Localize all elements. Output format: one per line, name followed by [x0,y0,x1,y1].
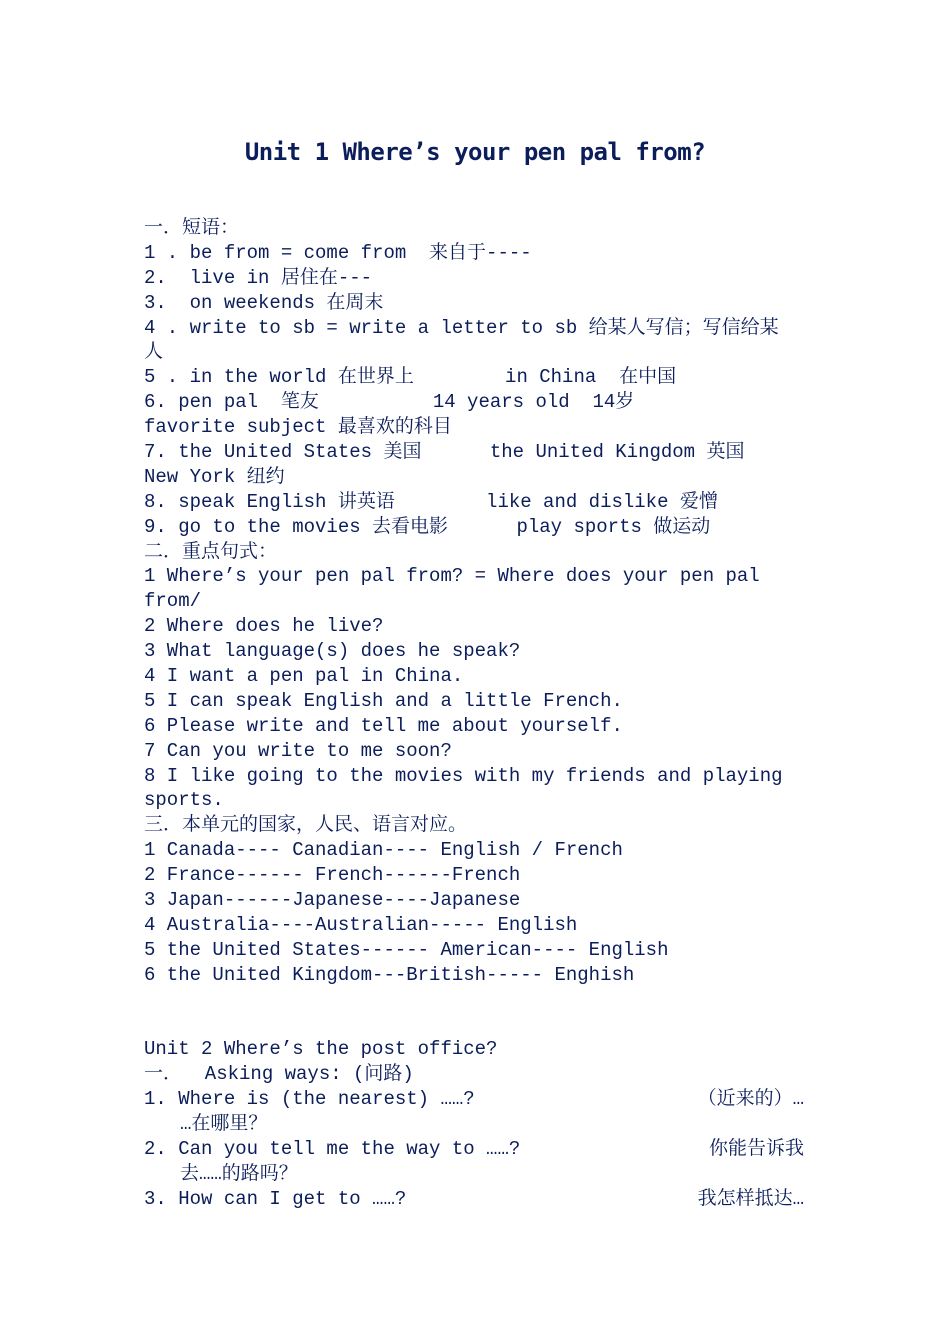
section-spacer [144,988,804,1038]
page-title: Unit 1 Where’s your pen pal from? [244,138,706,166]
section-heading-sentences: 二．重点句式： [144,540,278,563]
country-line: 4 Australia----Australian----- English [144,913,578,936]
item-chinese: （近来的）… [697,1088,804,1111]
sentence-line: 7 Can you write to me soon? [144,739,452,762]
item-english: 2. Can you tell me the way to ……? [144,1137,521,1160]
asking-ways-item [144,1137,804,1162]
sentence-line: 3 What language(s) does he speak? [144,640,521,663]
phrase-line: favorite subject 最喜欢的科目 [144,416,452,439]
item-english: 1. Where is (the nearest) ……? [144,1088,475,1111]
phrase-line: 8. speak English 讲英语 like and dislike 爱憎 [144,490,718,513]
country-line: 6 the United Kingdom---British----- Enghish [144,963,635,986]
phrase-line: 3. on weekends 在周末 [144,291,384,314]
country-line: 5 the United States------ American---- English [144,938,669,961]
sentence-line: 2 Where does he live? [144,615,384,638]
asking-ways-item [144,1187,804,1212]
asking-ways-item [144,1087,804,1112]
item-chinese: 我怎样抵达… [697,1187,804,1210]
item-english: 3. How can I get to ……? [144,1187,407,1210]
sentence-line: sports. [144,789,224,812]
item-chinese: 你能告诉我 [708,1137,804,1160]
unit2-title: Unit 2 Where’s the post office? [144,1038,498,1061]
phrase-line: 9. go to the movies 去看电影 play sports 做运动 [144,515,711,538]
item-continuation: 去……的路吗？ [180,1162,298,1185]
sentence-line: 1 Where’s your pen pal from? = Where does your pen pal [144,565,760,588]
sentence-line: 5 I can speak English and a little French. [144,689,623,712]
phrase-line: 7. the United States 美国 the United Kingdom 英国 [144,441,745,464]
phrase-line: 5 . in the world 在世界上 in China 在中国 [144,366,677,389]
phrase-line: 人 [144,341,164,364]
section-heading-asking-ways: 一． Asking ways: (问路) [144,1063,414,1086]
country-line: 2 France------ French------French [144,864,521,887]
document-body [144,216,804,1212]
sentence-line: 8 I like going to the movies with my friends and playing [144,764,783,787]
phrase-line: 2. live in 居住在--- [144,266,373,289]
sentence-line: 6 Please write and tell me about yourself. [144,714,623,737]
section-heading-phrases: 一．短语： [144,217,240,239]
country-line: 3 Japan------Japanese----Japanese [144,889,521,912]
sentence-line: from/ [144,590,202,613]
country-line: 1 Canada---- Canadian---- English / French [144,839,623,862]
sentence-line: 4 I want a pen pal in China. [144,665,464,688]
phrase-line: 1 . be from = come from 来自于---- [144,241,532,264]
phrase-line: 4 . write to sb = write a letter to sb 给某人写信；写信给某 [144,316,779,339]
item-continuation: …在哪里？ [180,1113,268,1136]
phrase-line: 6. pen pal 笔友 14 years old 14岁 [144,391,635,414]
phrase-line: New York 纽约 [144,465,285,488]
section-heading-countries: 三．本单元的国家，人民、语言对应。 [144,814,468,837]
